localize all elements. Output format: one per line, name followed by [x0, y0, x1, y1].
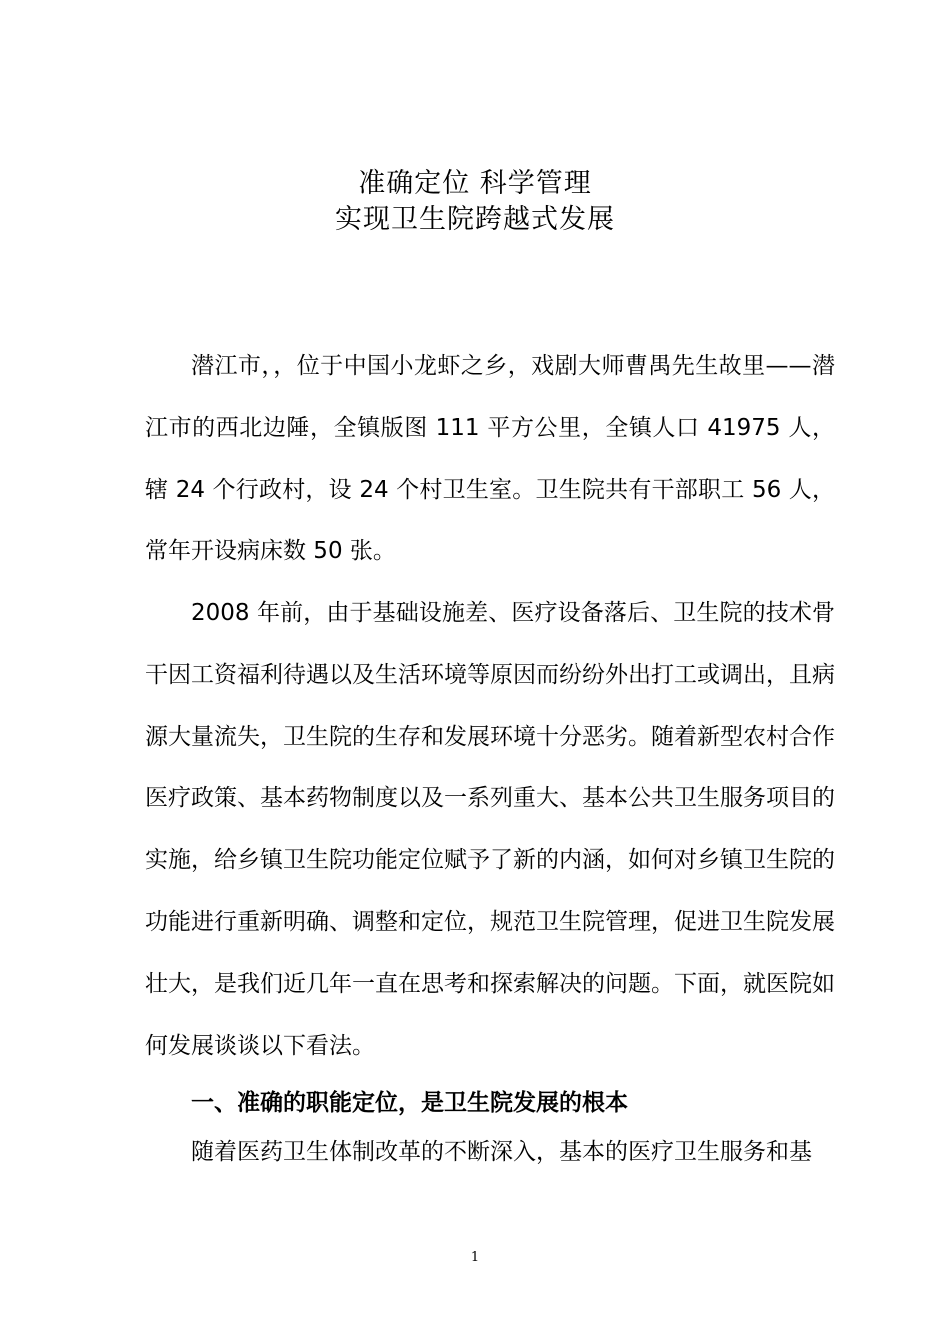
paragraph-section-one: 随着医药卫生体制改革的不断深入，基本的医疗卫生服务和基 — [191, 1139, 812, 1165]
document-title-line-1: 准确定位 科学管理 — [358, 168, 592, 199]
paragraph-background-container — [145, 583, 835, 1077]
section-heading: 一、准确的职能定位，是卫生院发展的根本 — [191, 1090, 628, 1116]
paragraph-intro: 潜江市，，位于中国小龙虾之乡，戏剧大师曹禺先生故里——潜江市的西北边陲，全镇版图 111 平方公里，全镇人口 41975 人，辖 24 个行政村，设 24 个村卫生室。卫生院共有干部职工 56 人，常年开设病床数 50 张。 — [145, 353, 835, 565]
paragraph-intro-container — [145, 336, 835, 583]
paragraph-background: 2008 年前，由于基础设施差、医疗设备落后、卫生院的技术骨干因工资福利待遇以及生活环境等原因而纷纷外出打工或调出，且病源大量流失，卫生院的生存和发展环境十分恶劣。随着新型农村合作医疗政策、基本药物制度以及一系列重大、基本公共卫生服务项目的实施，给乡镇卫生院功能定位赋予了新的内涵，如何对乡镇卫生院的功能进行重新明确、调整和定位，规范卫生院管理，促进卫生院发展壮大，是我们近几年一直在思考和探索解决的问题。下面，就医院如何发展谈谈以下看法。 — [145, 600, 835, 1059]
page-number: 1 — [470, 1250, 480, 1265]
document-title-line-2: 实现卫生院跨越式发展 — [335, 204, 615, 235]
